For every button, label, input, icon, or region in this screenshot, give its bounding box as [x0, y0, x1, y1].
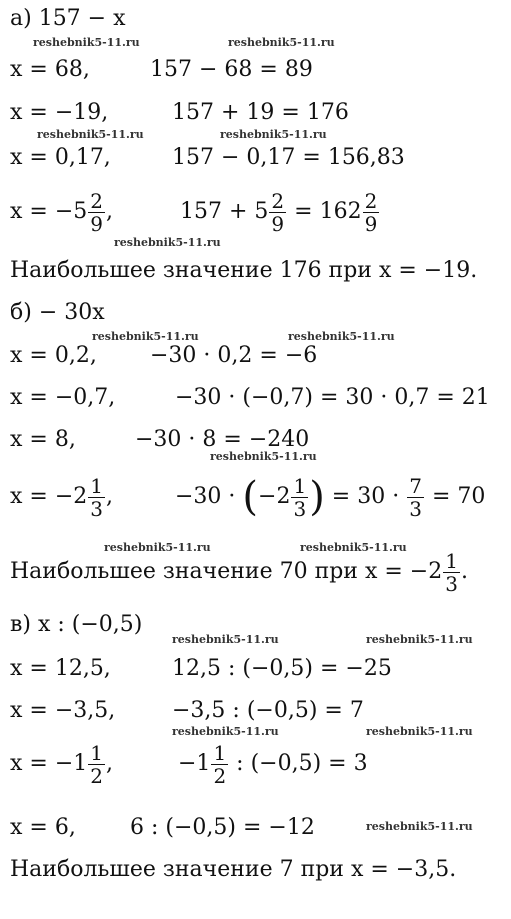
part-a-row3-left: x = 0,17, [10, 145, 111, 170]
expr-part: −2 [258, 484, 291, 509]
part-b-row1-left: x = 0,2, [10, 343, 97, 368]
part-b-row4-right [175, 473, 485, 521]
comma: , [106, 751, 113, 776]
watermark: reshebnik5-11.ru [210, 450, 317, 463]
answer-text: Наибольшее значение 70 при x = −2 [10, 559, 443, 584]
part-c-row2-left: x = −3,5, [10, 698, 116, 723]
part-c-row2-right: −3,5 : (−0,5) = 7 [172, 698, 364, 723]
fraction-numerator: 2 [271, 188, 285, 213]
part-a-row2-left: x = −19, [10, 100, 109, 125]
watermark: reshebnik5-11.ru [92, 330, 199, 343]
fraction-denominator: 9 [90, 211, 103, 236]
fraction [407, 475, 424, 520]
fraction [211, 742, 228, 787]
fraction-numerator: 1 [90, 740, 103, 765]
watermark: reshebnik5-11.ru [114, 236, 221, 249]
fraction [291, 475, 308, 520]
part-c-row1-left: x = 12,5, [10, 656, 111, 681]
part-b-row3-left: x = 8, [10, 427, 76, 452]
watermark: reshebnik5-11.ru [172, 633, 279, 646]
part-c-header: в) x : (−0,5) [10, 612, 143, 637]
part-b-row4-left [10, 473, 113, 521]
part-a-row2-right: 157 + 19 = 176 [172, 100, 349, 125]
period: . [460, 559, 468, 584]
expr-part: x = −1 [10, 751, 88, 776]
fraction-denominator: 2 [213, 763, 227, 788]
part-a-row1-left: x = 68, [10, 57, 90, 82]
watermark: reshebnik5-11.ru [37, 128, 144, 141]
part-c-row3-left [10, 740, 113, 788]
fraction-denominator: 3 [90, 496, 103, 521]
watermark: reshebnik5-11.ru [366, 725, 473, 738]
fraction-denominator: 3 [409, 496, 422, 521]
fraction-numerator: 1 [445, 548, 458, 573]
expr-part: = 162 [287, 199, 362, 224]
fraction-denominator: 2 [90, 763, 103, 788]
comma: , [106, 484, 113, 509]
watermark: reshebnik5-11.ru [220, 128, 327, 141]
watermark: reshebnik5-11.ru [288, 330, 395, 343]
watermark: reshebnik5-11.ru [228, 36, 335, 49]
watermark: reshebnik5-11.ru [33, 36, 140, 49]
expr-part: −30 · [175, 484, 243, 509]
fraction [269, 190, 286, 235]
fraction-numerator: 1 [90, 473, 103, 498]
fraction [363, 190, 380, 235]
fraction-numerator: 1 [293, 473, 307, 498]
part-c-row3-right [178, 740, 368, 788]
part-a-row4-left-int: x = −5 [10, 199, 88, 224]
expr-part: : (−0,5) = 3 [229, 751, 368, 776]
fraction [88, 190, 105, 235]
watermark: reshebnik5-11.ru [366, 820, 473, 833]
part-b-answer [10, 548, 468, 596]
fraction-denominator: 9 [271, 211, 285, 236]
expr-part: −1 [178, 751, 211, 776]
part-c-answer: Наибольшее значение 7 при x = −3,5. [10, 857, 457, 882]
fraction [443, 550, 460, 595]
expr-part: 157 + 5 [180, 199, 269, 224]
part-c-row4-left: x = 6, [10, 815, 76, 840]
part-b-header: б) − 30x [10, 300, 105, 325]
watermark: reshebnik5-11.ru [366, 633, 473, 646]
fraction-denominator: 9 [364, 211, 378, 236]
watermark: reshebnik5-11.ru [172, 725, 279, 738]
fraction-numerator: 2 [90, 188, 103, 213]
comma: , [106, 199, 113, 224]
part-c-row4-right: 6 : (−0,5) = −12 [130, 815, 315, 840]
part-b-row2-left: x = −0,7, [10, 385, 116, 410]
part-a-header: а) 157 − x [10, 6, 126, 31]
fraction-numerator: 7 [409, 473, 422, 498]
part-a-row4-right [180, 188, 380, 236]
part-a-row4-left [10, 188, 113, 236]
expr-part: x = −2 [10, 484, 88, 509]
expr-part: = 70 [424, 484, 486, 509]
paren-open: ( [242, 474, 259, 520]
part-a-row3-right: 157 − 0,17 = 156,83 [172, 145, 405, 170]
part-b-row2-right: −30 · (−0,7) = 30 · 0,7 = 21 [175, 385, 490, 410]
watermark: reshebnik5-11.ru [104, 541, 211, 554]
fraction-numerator: 1 [213, 740, 227, 765]
fraction-denominator: 3 [445, 571, 458, 596]
fraction-numerator: 2 [364, 188, 378, 213]
fraction [88, 742, 105, 787]
watermark: reshebnik5-11.ru [300, 541, 407, 554]
expr-part: = 30 · [324, 484, 407, 509]
part-c-row1-right: 12,5 : (−0,5) = −25 [172, 656, 392, 681]
part-b-row1-right: −30 · 0,2 = −6 [150, 343, 318, 368]
fraction [88, 475, 105, 520]
part-a-row1-right: 157 − 68 = 89 [150, 57, 313, 82]
fraction-denominator: 3 [293, 496, 307, 521]
part-b-row3-right: −30 · 8 = −240 [135, 427, 310, 452]
part-a-answer: Наибольшее значение 176 при x = −19. [10, 258, 478, 283]
paren-close: ) [309, 474, 325, 520]
